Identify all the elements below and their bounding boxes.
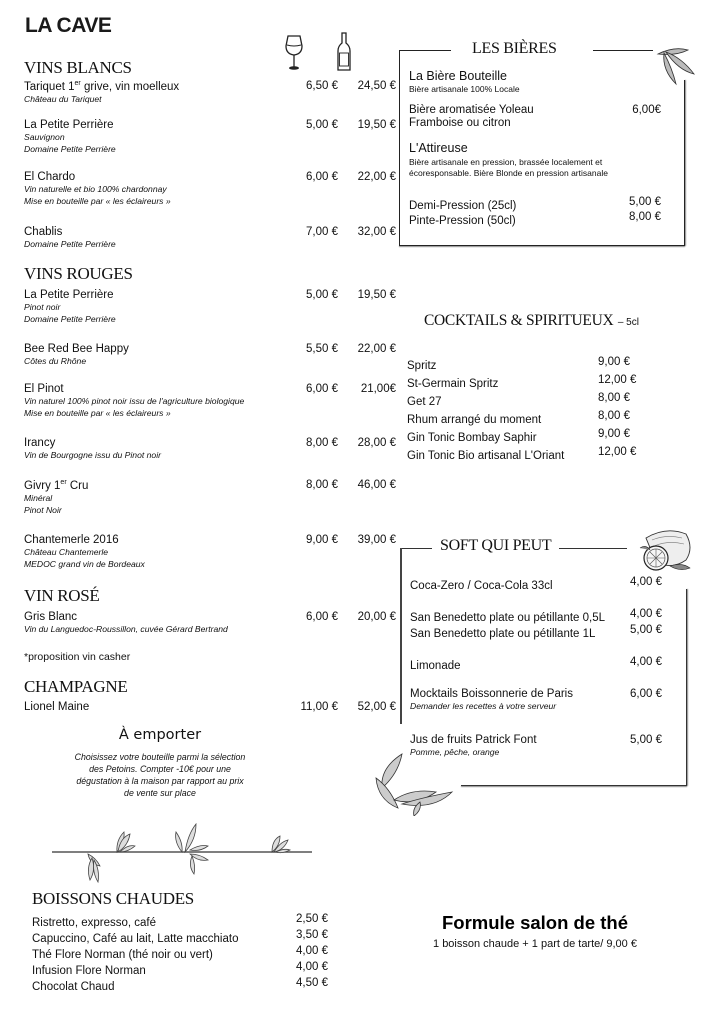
item-name: Ristretto, expresso, café (32, 917, 156, 929)
item-price: 2,50 € (296, 913, 328, 925)
bottle-price: 28,00 € (357, 437, 396, 449)
item-name: Capuccino, Café au lait, Latte macchiato (32, 933, 239, 945)
glass-price: 9,00 € (306, 534, 338, 546)
item-name: Chantemerle 2016 (24, 534, 119, 546)
item-price: 12,00 € (598, 374, 637, 386)
glass-price: 8,00 € (306, 479, 338, 491)
item-detail: Vin de Bourgogne issu du Pinot noir (24, 450, 161, 460)
item-name: El Pinot (24, 383, 64, 395)
menu-item (24, 343, 396, 367)
glass-price: 7,00 € (306, 226, 338, 238)
bottle-price: 39,00 € (357, 534, 396, 546)
glass-price: 8,00 € (306, 437, 338, 449)
frame-line (399, 50, 400, 246)
item-name: St-Germain Spritz (407, 378, 499, 390)
menu-item (410, 688, 662, 712)
item-detail: Château du Tariquet (24, 93, 102, 104)
frame-line (559, 548, 627, 549)
item-name: Gin Tonic Bio artisanal L'Oriant (407, 450, 565, 462)
menu-item (24, 701, 396, 713)
glass-price: 6,50 € (306, 80, 338, 92)
item-name: Bee Red Bee Happy (24, 343, 129, 355)
section-heading-champagne: CHAMPAGNE (24, 677, 128, 696)
takeaway-heading: À emporter (118, 727, 202, 743)
menu-item (24, 119, 396, 155)
item-name: Chablis (24, 226, 63, 238)
item-price: 4,00 € (296, 961, 328, 973)
item-name: Givry 1er Cru (24, 479, 89, 492)
item-name-line2: Framboise ou citron (409, 117, 511, 129)
frame-line (400, 548, 402, 724)
beer-bottle-group (409, 69, 520, 94)
frame-line (399, 245, 685, 246)
item-name: Pinte-Pression (50cl) (409, 215, 516, 227)
bottle-price: 22,00 € (357, 171, 396, 183)
item-name: Rhum arrangé du moment (407, 414, 542, 426)
frame-line (686, 589, 687, 786)
item-detail: Pomme, pêche, orange (410, 747, 500, 757)
item-price: 5,00 € (630, 734, 662, 746)
menu-item (32, 929, 328, 945)
item-price: 9,00 € (598, 356, 630, 368)
item-price: 4,00 € (630, 656, 662, 668)
menu-item (410, 576, 662, 591)
wine-bottle-icon (336, 31, 352, 73)
bottle-price: 20,00 € (357, 611, 396, 623)
item-detail: Pinot Noir (24, 504, 62, 515)
item-name: Chocolat Chaud (32, 981, 115, 993)
item-name: Infusion Flore Norman (32, 965, 146, 977)
item-detail: Sauvignon (24, 132, 65, 142)
menu-item (409, 196, 661, 210)
item-detail: Domaine Petite Perrière (24, 239, 116, 249)
menu-item (24, 534, 396, 570)
item-name: Spritz (407, 360, 437, 372)
menu-item (24, 171, 396, 207)
lemon-icon (636, 526, 694, 576)
item-detail: Vin du Languedoc-Roussillon, cuvée Gérard Bertrand (24, 624, 228, 634)
item-name: Gris Blanc (24, 611, 78, 623)
item-name: L'Attireuse (409, 141, 468, 155)
item-detail: Bière artisanale 100% Locale (409, 84, 520, 94)
item-name: Jus de fruits Patrick Font (410, 734, 537, 746)
frame-line (399, 50, 451, 51)
formula-heading: Formule salon de thé (441, 912, 629, 933)
glass-price: 5,00 € (306, 119, 338, 131)
glass-price: 5,00 € (306, 289, 338, 301)
item-price: 4,00 € (296, 945, 328, 957)
item-detail: écoresponsable. Bière Blonde en pression artisanale (409, 168, 608, 178)
menu-item (410, 608, 662, 623)
item-name: Coca-Zero / Coca-Cola 33cl (410, 580, 553, 592)
item-price: 5,00 € (629, 196, 661, 208)
glass-price: 5,50 € (306, 343, 338, 355)
wine-glass-icon (284, 34, 304, 72)
menu-item (24, 611, 396, 635)
item-name: Thé Flore Norman (thé noir ou vert) (32, 949, 213, 961)
menu-item (407, 428, 639, 443)
page-title: LA CAVE (25, 14, 112, 37)
section-heading-vin-rose: VIN ROSÉ (24, 586, 100, 605)
kosher-note: *proposition vin casher (24, 651, 131, 663)
item-detail: Mise en bouteille par « les éclaireurs » (24, 408, 171, 418)
item-name: San Benedetto plate ou pétillante 0,5L (410, 612, 606, 624)
glass-price: 11,00 € (300, 701, 338, 713)
item-price: 6,00€ (632, 104, 661, 116)
item-name: La Petite Perrière (24, 289, 114, 301)
menu-item (409, 211, 661, 225)
frame-line (593, 50, 653, 51)
bottle-price: 19,50 € (357, 119, 396, 131)
item-price: 3,50 € (296, 929, 328, 941)
item-price: 8,00 € (598, 410, 630, 422)
menu-item (407, 374, 639, 389)
item-name: El Chardo (24, 171, 76, 183)
attireuse-group (409, 141, 608, 178)
menu-item (410, 656, 662, 671)
glass-price: 6,00 € (306, 171, 338, 183)
glass-price: 6,00 € (306, 383, 338, 395)
item-name: La Petite Perrière (24, 119, 114, 131)
bottle-price: 32,00 € (357, 226, 396, 238)
item-name: Get 27 (407, 396, 442, 408)
item-detail: Bière artisanale en pression, brassée localement et (409, 157, 603, 167)
item-detail: Mise en bouteille par « les éclaireurs » (24, 196, 171, 206)
item-detail: MEDOC grand vin de Bordeaux (24, 559, 145, 569)
section-heading-vins-rouges: VINS ROUGES (24, 264, 133, 283)
item-price: 4,50 € (296, 977, 328, 989)
bottle-price: 52,00 € (357, 701, 396, 713)
item-name: Limonade (410, 660, 461, 672)
item-detail: Demander les recettes à votre serveur (410, 701, 557, 711)
section-heading-boissons-chaudes: BOISSONS CHAUDES (32, 889, 194, 908)
menu-item (32, 945, 328, 961)
menu-item (410, 624, 662, 639)
menu-item (24, 80, 396, 105)
formula-detail: 1 boisson chaude + 1 part de tarte/ 9,00 € (433, 938, 637, 950)
branch-divider-icon (50, 822, 316, 884)
glass-price: 6,00 € (306, 611, 338, 623)
bottle-price: 19,50 € (357, 289, 396, 301)
leaf-branch-icon (372, 748, 462, 816)
item-name: Demi-Pression (25cl) (409, 200, 517, 212)
menu-item (24, 437, 396, 461)
item-detail: Côtes du Rhône (24, 356, 87, 366)
menu-item (32, 913, 328, 929)
item-price: 5,00 € (630, 624, 662, 636)
menu-item (407, 356, 639, 371)
menu-item (32, 977, 328, 993)
section-heading-vins-blancs: VINS BLANCS (24, 58, 132, 77)
item-name: Irancy (24, 437, 56, 449)
item-detail: Vin naturel 100% pinot noir issu de l'agriculture biologique (24, 396, 245, 406)
section-heading-cocktails: COCKTAILS & SPIRITUEUX – 5cl (424, 312, 639, 329)
bottle-price: 24,50 € (357, 80, 396, 92)
menu-item (407, 392, 639, 407)
section-heading-soft: SOFT QUI PEUT (440, 537, 552, 554)
item-detail: Pinot noir (24, 302, 61, 312)
menu-item (24, 479, 396, 516)
bottle-price: 46,00 € (357, 479, 396, 491)
item-price: 8,00 € (598, 392, 630, 404)
item-detail: Domaine Petite Perrière (24, 314, 116, 324)
bottle-price: 22,00 € (357, 343, 396, 355)
frame-line (400, 548, 432, 549)
frame-line (461, 785, 687, 786)
item-name: Tariquet 1er grive, vin moelleux (24, 80, 180, 93)
section-heading-bieres: LES BIÈRES (472, 40, 557, 57)
item-name: Mocktails Boissonnerie de Paris (410, 688, 573, 700)
item-name: Gin Tonic Bombay Saphir (407, 432, 537, 444)
leaf-icon (654, 44, 700, 90)
menu-item (409, 104, 661, 129)
menu-item (407, 410, 639, 425)
item-price: 8,00 € (629, 211, 661, 223)
takeaway-description: Choisissez votre bouteille parmi la sélection des Petoins. Compter -10€ pour une dégustation à la maison par rapport au prix de vente sur place (74, 752, 246, 798)
item-price: 4,00 € (630, 576, 662, 588)
item-name: Lionel Maine (24, 701, 90, 713)
item-detail: Château Chantemerle (24, 547, 109, 557)
item-price: 6,00 € (630, 688, 662, 700)
item-detail: Vin naturelle et bio 100% chardonnay (24, 184, 167, 194)
menu-item (32, 961, 328, 977)
item-price: 4,00 € (630, 608, 662, 620)
item-price: 12,00 € (598, 446, 637, 458)
menu-item (24, 226, 396, 250)
item-name: La Bière Bouteille (409, 69, 507, 83)
menu-item (24, 289, 396, 325)
item-name: Bière aromatisée Yoleau (409, 104, 534, 116)
bottle-price: 21,00€ (360, 383, 396, 395)
item-price: 9,00 € (598, 428, 630, 440)
menu-item (407, 446, 639, 461)
item-name: San Benedetto plate ou pétillante 1L (410, 628, 596, 640)
item-detail: Domaine Petite Perrière (24, 144, 116, 154)
frame-line (684, 80, 685, 246)
item-detail: Minéral (24, 492, 53, 503)
menu-item (24, 383, 396, 419)
